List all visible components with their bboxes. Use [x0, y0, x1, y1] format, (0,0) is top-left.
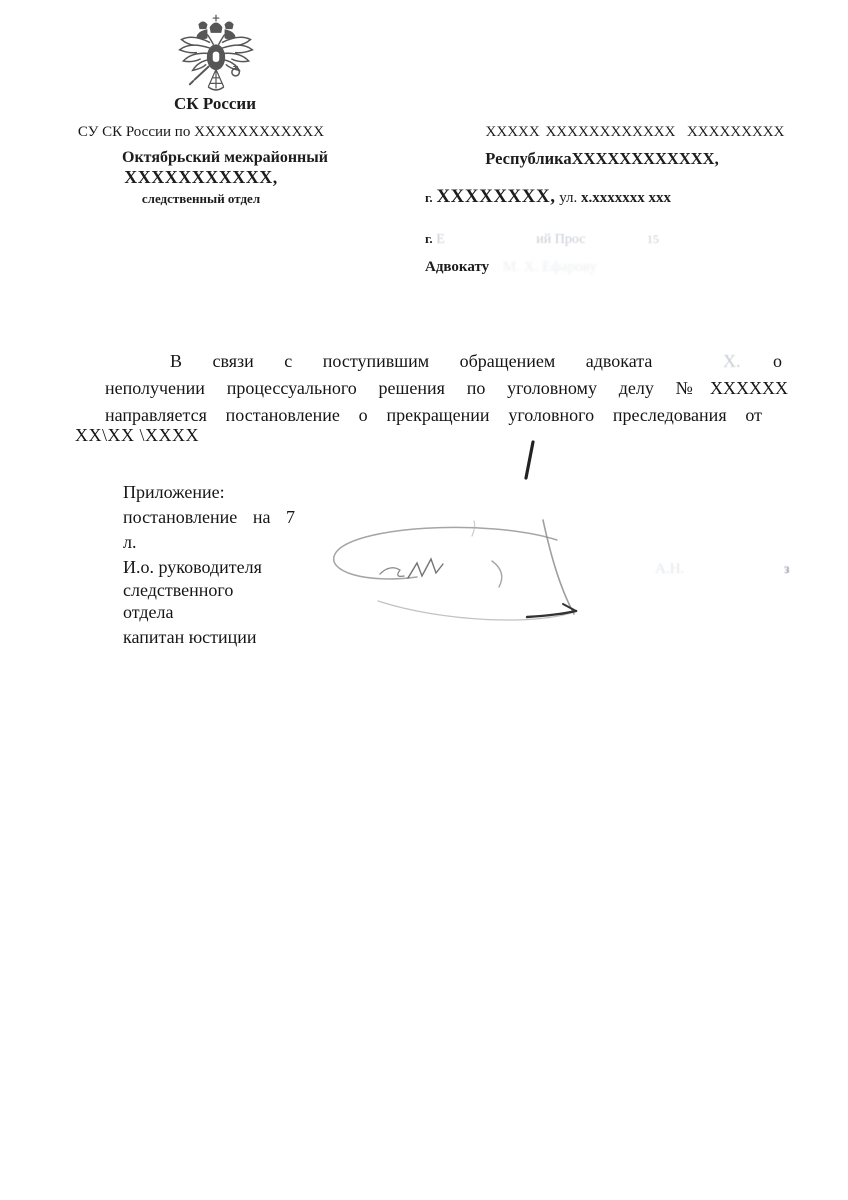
street-value: х.ххххххх ххх [581, 190, 672, 206]
header-left-line2: Октябрьский межрайонный [122, 149, 328, 166]
body-line-1-text: В связи с поступившим обращением адвоката [170, 351, 653, 371]
erased-city-remnant: Е [436, 232, 445, 247]
header-right-line2: РеспубликаХХХХХХХХХХХХ, [485, 149, 719, 168]
header-left-line4: следственный отдел [141, 191, 261, 206]
body-line-1-tail: о [773, 351, 782, 371]
attachment-label: Приложение: [123, 482, 225, 502]
body-line-1-erased: Х. [723, 351, 741, 371]
attachment-line1: постановление на 7 [123, 507, 295, 527]
street-label: ул. [555, 190, 582, 206]
erased-city-prefix: г. [425, 231, 433, 246]
erased-address-remnant: ий Прос [536, 232, 586, 247]
header-left-line1: СУ СК России по ХХХХХХХХХХХХ [77, 124, 325, 140]
city-value: ХХХХХХХХ, [436, 186, 556, 207]
body-line-4: ХХ\ХХ \ХХХХ [75, 425, 199, 445]
body-line-1 [105, 350, 795, 373]
city-prefix: г. [425, 190, 433, 205]
header-left-line3: ХХХХХХХХХХХ, [124, 167, 278, 187]
signer-position-line2: следственного [123, 580, 234, 600]
erased-house-remnant: 15 [646, 232, 659, 246]
body-line-3: направляется постановление о прекращении уголовного преследования от [105, 405, 762, 425]
signer-rank: капитан юстиции [123, 627, 257, 647]
body-line-2: неполучении процессуального решения по уголовному делу №ХХХХХХ [105, 378, 788, 398]
erased-signer-name [655, 561, 789, 578]
erased-signer-mark: з [783, 562, 790, 577]
erased-signer-initials: А.Н. [655, 561, 685, 577]
addressee-label: Адвокату [425, 259, 490, 275]
header-right-line1: ХХХХХ ХХХХХХХХХХХХ ХХХХХХХХХ [485, 124, 785, 140]
signer-position-line3: отдела [123, 602, 174, 622]
org-title: СК России [174, 94, 256, 113]
header-right-address-line [425, 186, 671, 208]
addressee-line [425, 259, 597, 276]
signer-position-line1: И.о. руководителя [123, 557, 262, 577]
attachment-line2: л. [123, 532, 137, 552]
signature-scribble [322, 428, 602, 643]
erased-address-line [425, 231, 659, 248]
addressee-erased-name: М. Х. Ефарову [502, 259, 597, 275]
